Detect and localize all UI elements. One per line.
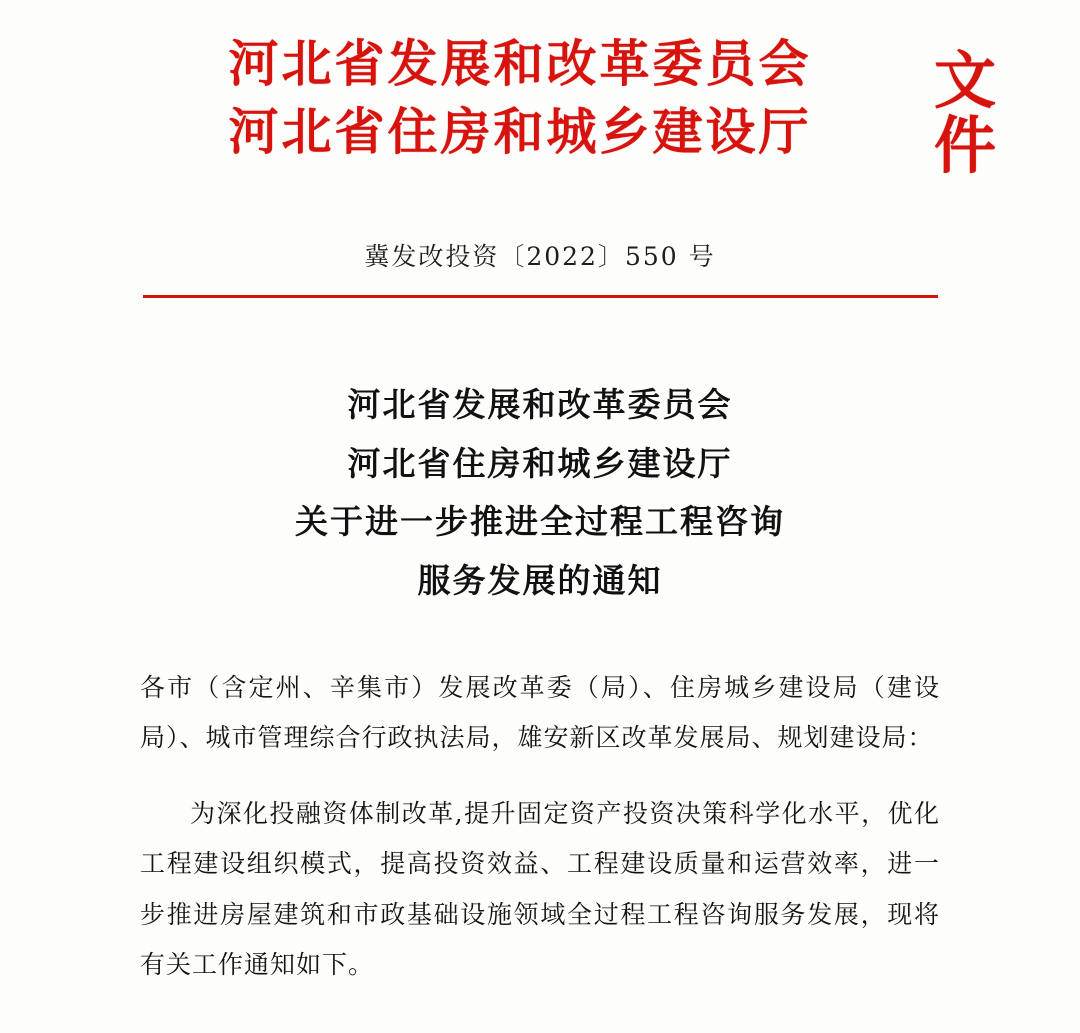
- body-paragraph-1: 为深化投融资体制改革,提升固定资产投资决策科学化水平，优化工程建设组织模式，提高投资效益、工程建设质量和运营效率，进一步推进房屋建筑和市政基础设施领域全过程工程咨询服务发展，现将有关工作通知如下。: [140, 798, 940, 980]
- masthead: [0, 0, 1080, 183]
- issuing-organization-line-2: 河北省住房和城乡建设厅: [228, 101, 812, 161]
- title-line-2: 河北省住房和城乡建设厅: [347, 443, 733, 483]
- red-divider-rule: [143, 295, 938, 298]
- document-number-block: [0, 237, 1080, 298]
- issuing-organization-line-1: 河北省发展和改革委员会: [228, 34, 812, 93]
- issuing-organizations: [229, 30, 812, 165]
- title-line-3: 关于进一步推进全过程工程咨询: [295, 502, 785, 542]
- masthead-inner: [140, 30, 996, 183]
- title-line-4: 服务发展的通知: [417, 561, 663, 601]
- document-number: 冀发改投资〔2022〕550 号: [364, 242, 716, 271]
- title-line-1: 河北省发展和改革委员会: [347, 385, 733, 424]
- document-body: [140, 663, 940, 991]
- document-word-label: 文件: [933, 44, 996, 183]
- document-title: [0, 376, 1080, 611]
- addressee-paragraph: 各市（含定州、辛集市）发展改革委（局）、住房城乡建设局（建设局）、城市管理综合行政执法局，雄安新区改革发展局、规划建设局：: [140, 672, 940, 753]
